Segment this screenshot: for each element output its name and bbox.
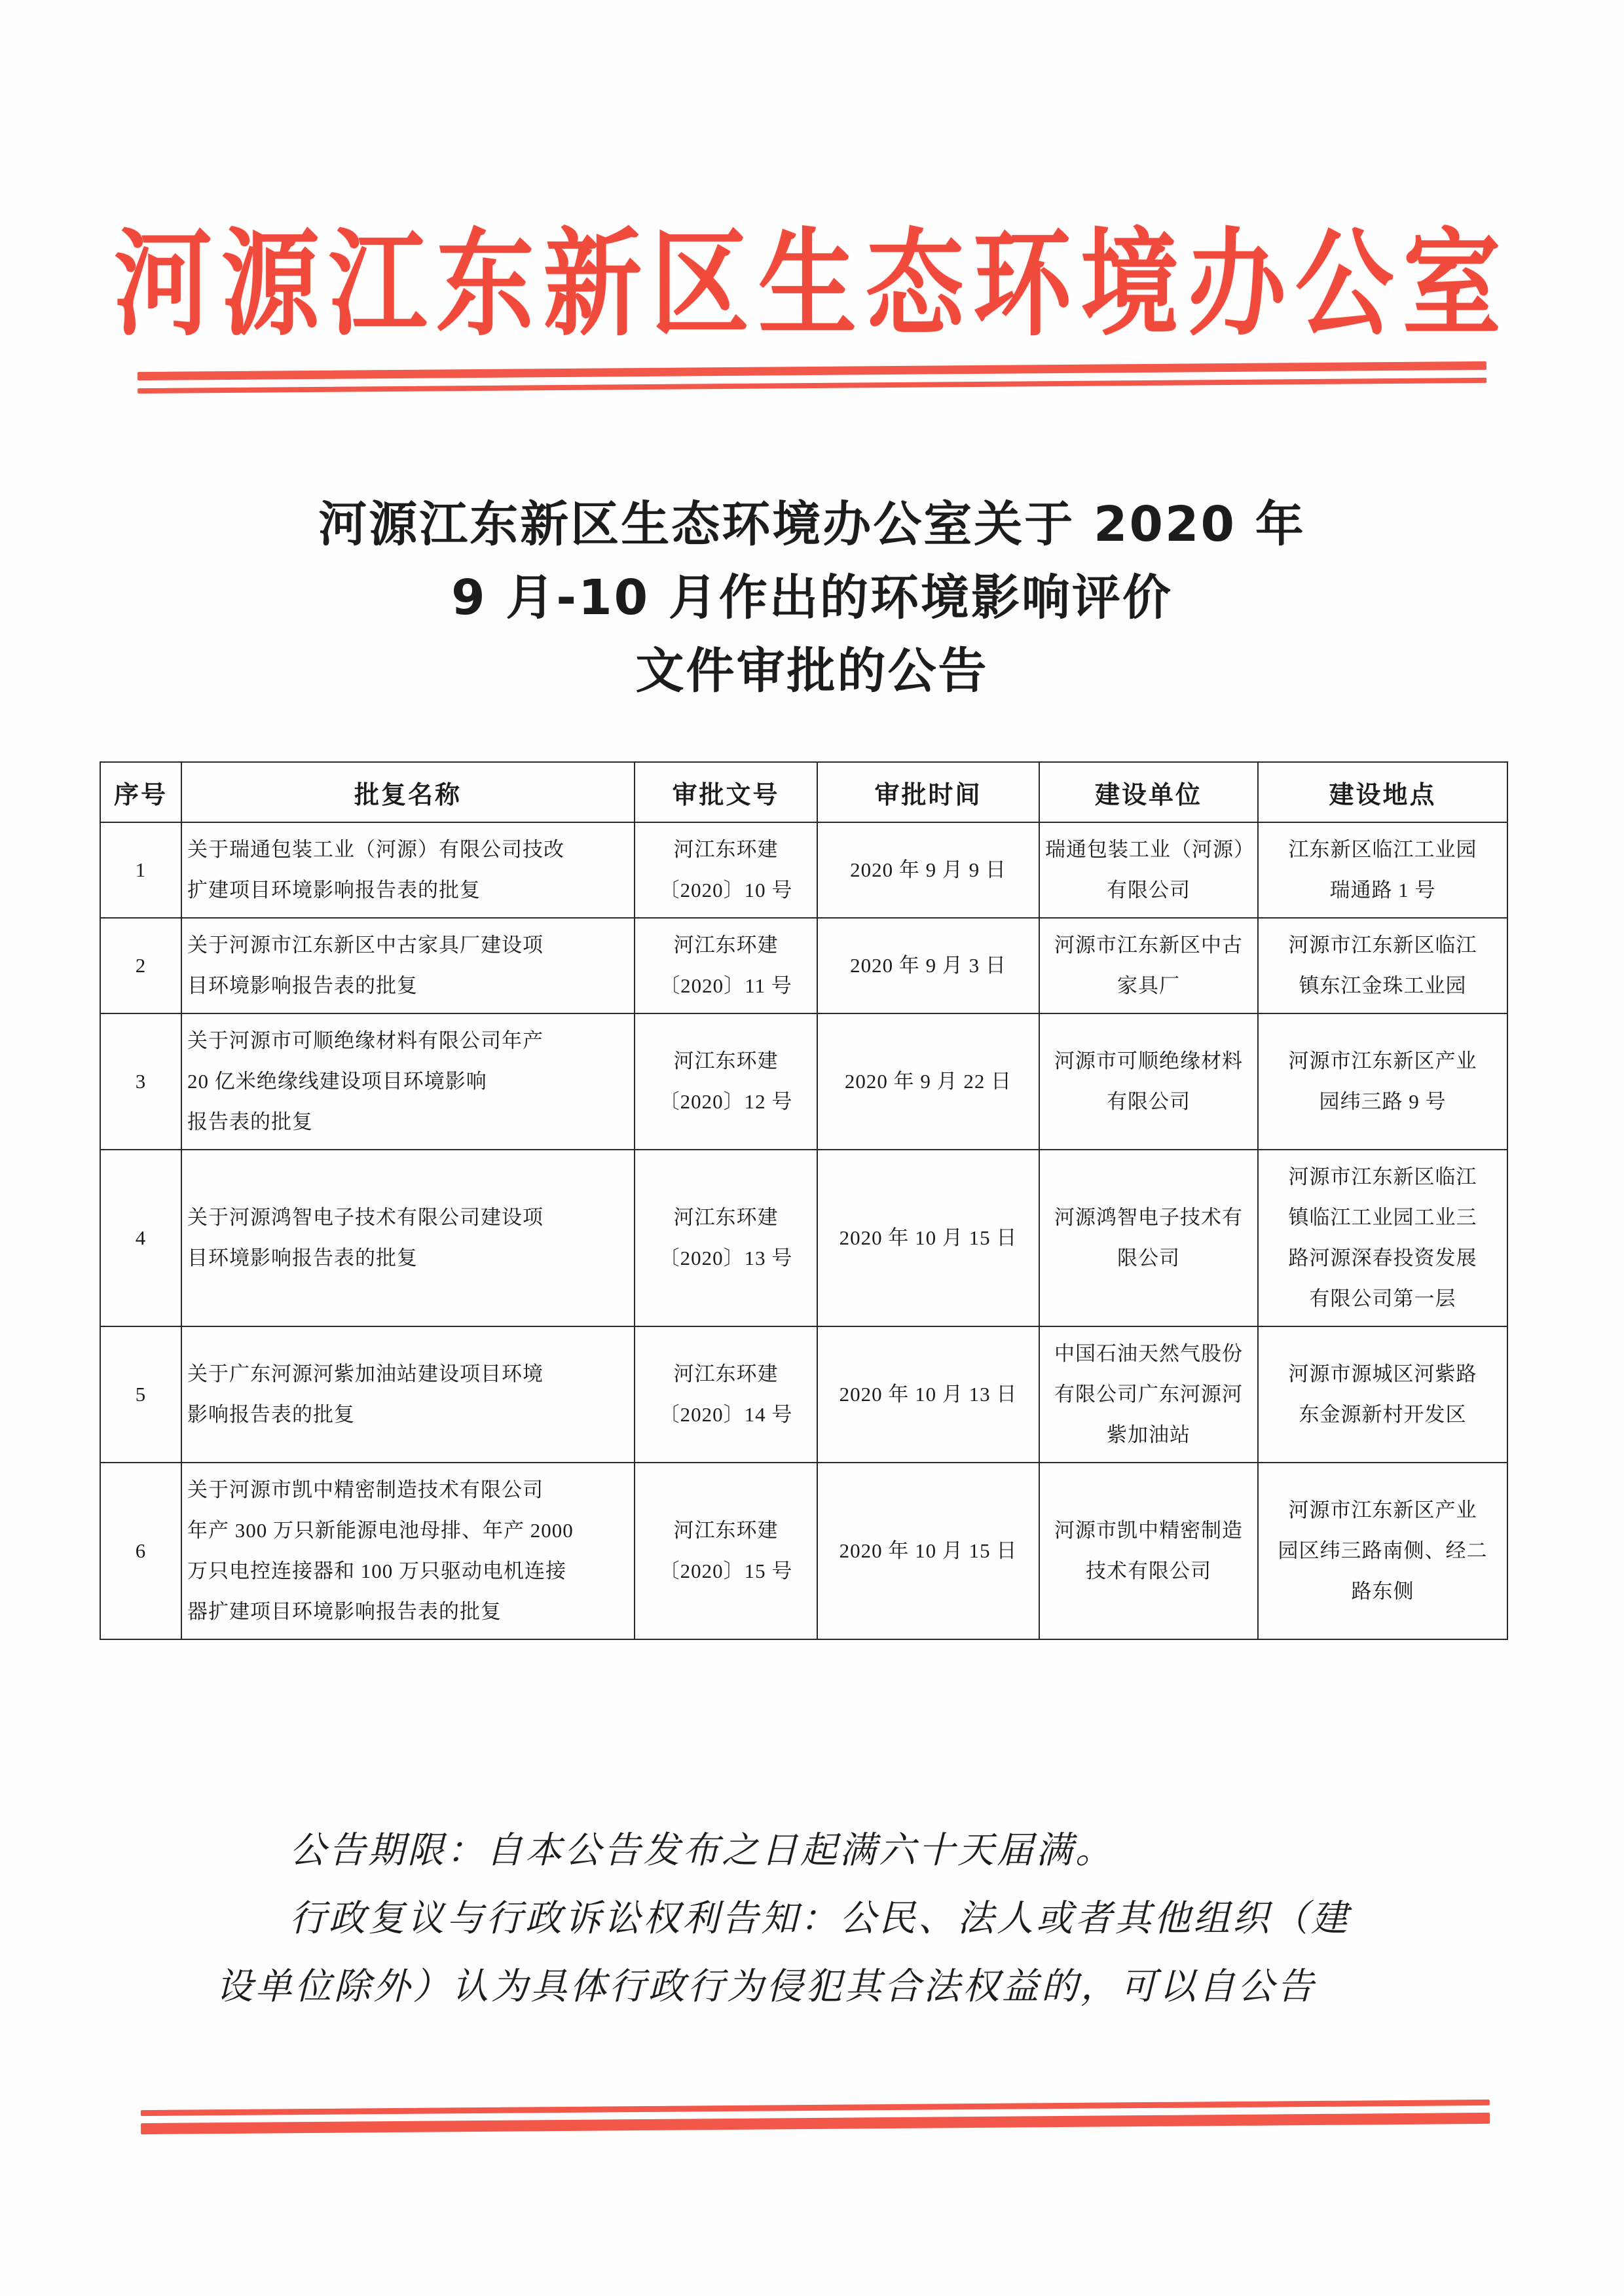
cell-index: 6 [100, 1463, 181, 1639]
cell-doc-no-line: 河江东环建 [673, 1362, 779, 1385]
cell-doc-no-line: 〔2020〕10 号 [659, 879, 793, 902]
cell-place-lines [1264, 829, 1502, 911]
cell-name-lines [187, 1354, 629, 1435]
cell-unit-lines [1045, 1197, 1252, 1279]
cell-date: 2020 年 9 月 3 日 [817, 918, 1039, 1013]
footer-divider-rules [141, 2100, 1490, 2134]
cell-unit-lines [1045, 1041, 1252, 1122]
cell-place-lines [1264, 1041, 1502, 1122]
cell-name-line: 目环境影响报告表的批复 [187, 1247, 418, 1269]
cell-place-line: 路河源深春投资发展 [1288, 1247, 1477, 1269]
cell-name-line: 器扩建项目环境影响报告表的批复 [187, 1600, 502, 1623]
cell-unit-line: 有限公司 [1107, 1090, 1190, 1113]
cell-doc-no-line: 河江东环建 [673, 1049, 779, 1072]
cell-unit [1039, 1326, 1258, 1463]
cell-date: 2020 年 10 月 15 日 [817, 1150, 1039, 1326]
cell-index: 3 [100, 1013, 181, 1150]
cell-name [181, 1326, 635, 1463]
approvals-table-body [100, 822, 1507, 1639]
cell-doc-no-line: 〔2020〕14 号 [659, 1403, 793, 1426]
cell-place-line: 河源市源城区河紫路 [1288, 1362, 1477, 1385]
cell-name-line: 影响报告表的批复 [187, 1403, 355, 1426]
cell-doc-no-line: 〔2020〕12 号 [659, 1090, 793, 1113]
cell-unit-line: 中国石油天然气股份 [1054, 1342, 1243, 1365]
cell-unit [1039, 1463, 1258, 1639]
cell-index: 4 [100, 1150, 181, 1326]
cell-doc-no-lines [640, 829, 811, 911]
cell-doc-no [635, 1463, 817, 1639]
page-title-line-2: 9 月-10 月作出的环境影响评价 [451, 570, 1173, 626]
cell-unit [1039, 1013, 1258, 1150]
cell-place-lines [1264, 1354, 1502, 1435]
cell-place-line: 路东侧 [1351, 1580, 1414, 1603]
rights-notice-line-2: 设单位除外）认为具体行政行为侵犯其合法权益的，可以自公告 [216, 1965, 1316, 2008]
page-title [0, 488, 1624, 708]
header-index: 序号 [100, 762, 181, 822]
cell-place-lines [1264, 1490, 1502, 1612]
cell-date: 2020 年 10 月 15 日 [817, 1463, 1039, 1639]
table-row [100, 1326, 1507, 1463]
table-row [100, 1150, 1507, 1326]
cell-doc-no-lines [640, 925, 811, 1006]
cell-unit-line: 家具厂 [1117, 974, 1180, 997]
cell-doc-no-lines [640, 1510, 811, 1592]
masthead-divider-rules [138, 361, 1486, 393]
cell-place [1258, 918, 1507, 1013]
header-doc-no: 审批文号 [635, 762, 817, 822]
header-name: 批复名称 [181, 762, 635, 822]
cell-name [181, 822, 635, 918]
cell-place-line: 河源市江东新区产业 [1288, 1049, 1477, 1072]
cell-unit-line: 瑞通包装工业（河源） [1045, 838, 1255, 861]
approvals-table-container [100, 761, 1488, 1640]
cell-name-line: 20 亿米绝缘线建设项目环境影响 [187, 1070, 487, 1093]
cell-unit-line: 限公司 [1117, 1247, 1180, 1269]
cell-place-lines [1264, 925, 1502, 1006]
cell-date: 2020 年 10 月 13 日 [817, 1326, 1039, 1463]
table-row [100, 822, 1507, 918]
cell-index: 1 [100, 822, 181, 918]
cell-doc-no-lines [640, 1197, 811, 1279]
cell-unit [1039, 1150, 1258, 1326]
cell-place [1258, 1326, 1507, 1463]
page-title-line-1: 河源江东新区生态环境办公室关于 2020 年 [318, 496, 1306, 553]
cell-place-line: 江东新区临江工业园 [1288, 838, 1477, 861]
notice-footer [216, 1817, 1480, 2021]
cell-doc-no [635, 1326, 817, 1463]
cell-place-line: 园区纬三路南侧、经二 [1278, 1539, 1488, 1562]
header-unit: 建设单位 [1039, 762, 1258, 822]
cell-doc-no-line: 〔2020〕15 号 [659, 1559, 793, 1582]
cell-doc-no [635, 1013, 817, 1150]
cell-place-lines [1264, 1157, 1502, 1319]
cell-unit [1039, 822, 1258, 918]
cell-unit-lines [1045, 829, 1255, 911]
cell-place-line: 镇临江工业园工业三 [1288, 1206, 1477, 1229]
cell-name-line: 年产 300 万只新能源电池母排、年产 2000 [187, 1519, 574, 1542]
cell-place [1258, 822, 1507, 918]
cell-unit-line: 紫加油站 [1107, 1423, 1190, 1446]
cell-name-line: 关于河源市可顺绝缘材料有限公司年产 [187, 1029, 544, 1052]
cell-unit-lines [1045, 1510, 1252, 1592]
approvals-table [100, 761, 1508, 1640]
cell-name-line: 关于广东河源河紫加油站建设项目环境 [187, 1362, 544, 1385]
cell-place-line: 东金源新村开发区 [1299, 1403, 1467, 1426]
table-row [100, 1013, 1507, 1150]
cell-doc-no-lines [640, 1354, 811, 1435]
table-row [100, 918, 1507, 1013]
header-place: 建设地点 [1258, 762, 1507, 822]
cell-name-line: 关于河源市凯中精密制造技术有限公司 [187, 1478, 544, 1501]
cell-unit-line: 有限公司 [1107, 879, 1190, 902]
cell-name-line: 目环境影响报告表的批复 [187, 974, 418, 997]
table-header-row [100, 762, 1507, 822]
cell-place-line: 河源市江东新区临江 [1288, 1165, 1477, 1188]
cell-name [181, 1463, 635, 1639]
cell-unit-line: 技术有限公司 [1086, 1559, 1211, 1582]
cell-name-lines [187, 829, 629, 911]
cell-unit-lines [1045, 925, 1252, 1006]
footer-rule-thin [141, 2100, 1490, 2116]
cell-name-line: 万只电控连接器和 100 万只驱动电机连接 [187, 1559, 566, 1582]
cell-unit-lines [1045, 1334, 1252, 1455]
cell-name-lines [187, 925, 629, 1006]
cell-doc-no [635, 822, 817, 918]
cell-unit-line: 河源市可顺绝缘材料 [1054, 1049, 1243, 1072]
cell-index: 5 [100, 1326, 181, 1463]
cell-unit-line: 河源鸿智电子技术有 [1054, 1206, 1243, 1229]
cell-name-line: 关于瑞通包装工业（河源）有限公司技改 [187, 838, 564, 861]
cell-unit-line: 河源市江东新区中古 [1054, 934, 1243, 957]
masthead [0, 216, 1624, 352]
cell-name-lines [187, 1197, 629, 1279]
masthead-rule-thin [138, 378, 1486, 393]
notice-period-text: 公告期限：自本公告发布之日起满六十天届满。 [289, 1829, 1115, 1872]
cell-name-lines [187, 1021, 629, 1142]
cell-name-line: 扩建项目环境影响报告表的批复 [187, 879, 481, 902]
cell-place-line: 河源市江东新区产业 [1288, 1499, 1477, 1522]
cell-date: 2020 年 9 月 9 日 [817, 822, 1039, 918]
cell-unit-line: 河源市凯中精密制造 [1054, 1519, 1243, 1542]
cell-name-line: 关于河源市江东新区中古家具厂建设项 [187, 934, 544, 957]
cell-name [181, 1013, 635, 1150]
cell-doc-no-line: 河江东环建 [673, 1519, 779, 1542]
cell-place-line: 园纬三路 9 号 [1319, 1090, 1447, 1113]
cell-place [1258, 1463, 1507, 1639]
cell-place [1258, 1150, 1507, 1326]
cell-doc-no [635, 918, 817, 1013]
cell-unit [1039, 918, 1258, 1013]
page-title-line-3: 文件审批的公告 [635, 643, 989, 699]
table-row [100, 1463, 1507, 1639]
cell-doc-no-line: 河江东环建 [673, 934, 779, 957]
cell-place-line: 镇东江金珠工业园 [1299, 974, 1467, 997]
cell-unit-line: 有限公司广东河源河 [1054, 1383, 1243, 1406]
issuing-office-title: 河源江东新区生态环境办公室 [113, 216, 1510, 352]
cell-doc-no-line: 〔2020〕13 号 [659, 1247, 793, 1269]
cell-doc-no-line: 河江东环建 [673, 838, 779, 861]
cell-doc-no [635, 1150, 817, 1326]
masthead-rule-thick [138, 361, 1486, 380]
cell-doc-no-lines [640, 1041, 811, 1122]
cell-doc-no-line: 〔2020〕11 号 [659, 974, 792, 997]
cell-place-line: 有限公司第一层 [1309, 1287, 1456, 1310]
footer-rule-thick [141, 2113, 1490, 2134]
cell-name-lines [187, 1470, 629, 1632]
cell-place-line: 瑞通路 1 号 [1329, 879, 1436, 902]
cell-name-line: 报告表的批复 [187, 1110, 313, 1133]
cell-place-line: 河源市江东新区临江 [1288, 934, 1477, 957]
cell-date: 2020 年 9 月 22 日 [817, 1013, 1039, 1150]
rights-notice-line-1: 行政复议与行政诉讼权利告知：公民、法人或者其他组织（建 [289, 1897, 1350, 1940]
cell-name [181, 1150, 635, 1326]
cell-place [1258, 1013, 1507, 1150]
cell-doc-no-line: 河江东环建 [673, 1206, 779, 1229]
cell-name [181, 918, 635, 1013]
cell-index: 2 [100, 918, 181, 1013]
cell-name-line: 关于河源鸿智电子技术有限公司建设项 [187, 1206, 544, 1229]
header-date: 审批时间 [817, 762, 1039, 822]
